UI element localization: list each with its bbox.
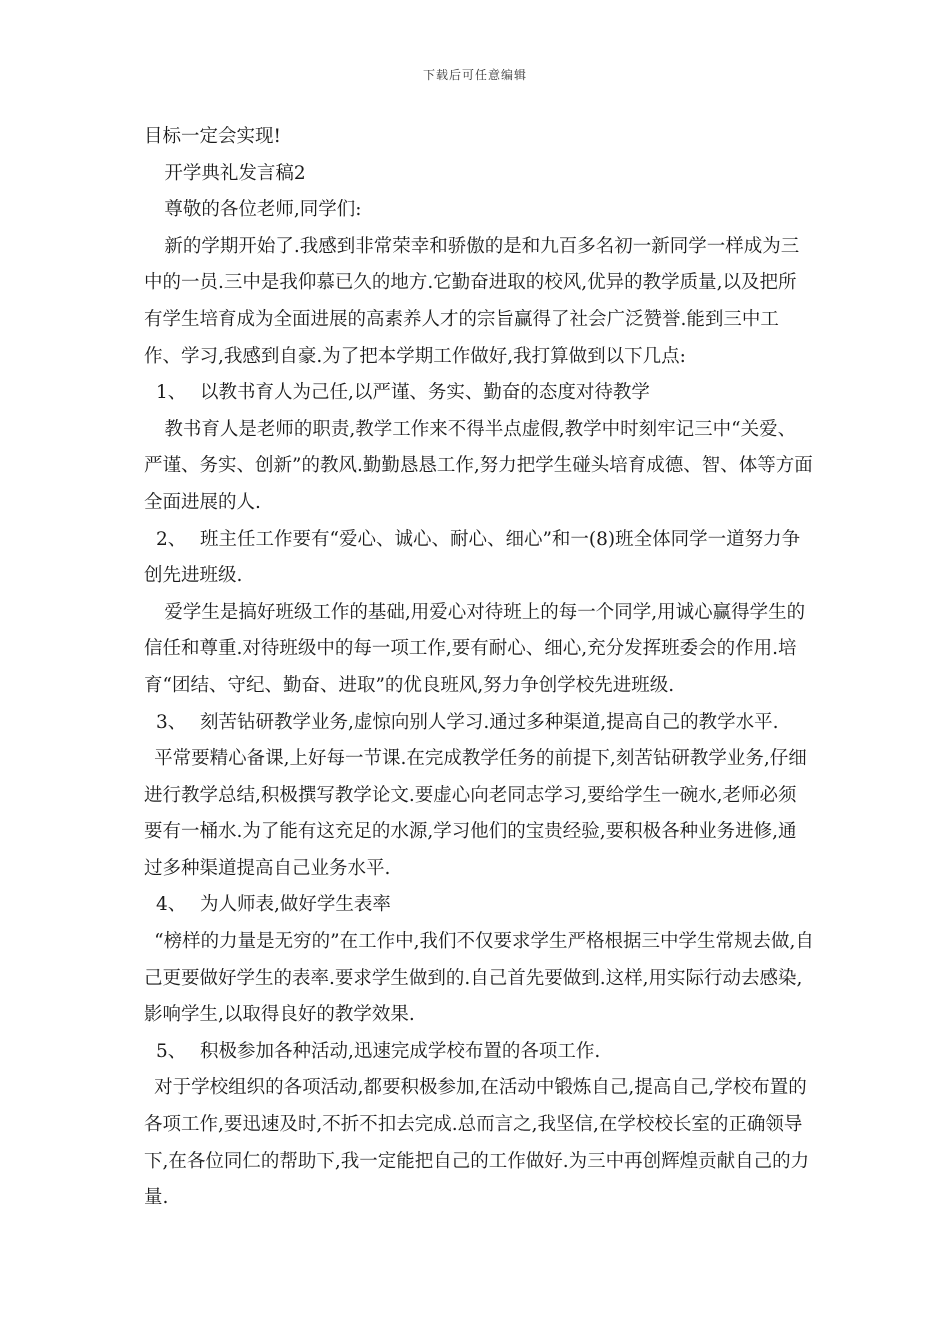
paragraph-teaching-duty: 教书育人是老师的职责,教学工作来不得半点虚假,教学中时刻牢记三中“关爱、严谨、务实、创新”的教风.勤勤恳恳工作,努力把学生碰头培育成德、智、体等方面全面进展的人. [144,418,813,513]
paragraph-class-work: 爱学生是搞好班级工作的基础,用爱心对待班上的每一个同学,用诚心赢得学生的信任和尊重.对待班级中的每一项工作,要有耐心、细心,充分发挥班委会的作用.培育“团结、守纪、勤奋、进取”的优良班风,努力争创学校先进班级. [144,601,806,696]
list-number: 4、 [156,894,187,916]
list-number: 5、 [156,1040,187,1062]
list-number: 1、 [156,382,187,404]
list-item-1 [144,375,814,412]
list-item-text: 积极参加各种活动,迅速完成学校布置的各项工作. [200,1040,601,1062]
paragraph-study: 平常要精心备课,上好每一节课.在完成教学任务的前提下,刻苦钻研教学业务,仔细进行教学总结,积极撰写教学论文.要虚心向老同志学习,要给学生一碗水,老师必须要有一桶水.为了能有这充足的水源,学习他们的宝贵经验,要积极各种业务进修,通过多种渠道提高自己业务水平. [144,748,807,879]
paragraph-closing-line: 目标一定会实现! [144,126,281,147]
list-item-text: 班主任工作要有“爱心、诚心、耐心、细心”和一(8)班全体同学一道努力争创先进班级. [144,528,801,587]
speech-title: 开学典礼发言稿2 [164,162,306,184]
list-item-2 [144,522,814,595]
list-item-text: 为人师表,做好学生表率 [200,894,391,916]
page-header: 下载后可任意编辑 [422,68,527,82]
paragraph-role-model: “榜样的力量是无穷的”在工作中,我们不仅要求学生严格根据三中学生常规去做,自己更要做好学生的表率.要求学生做到的.自己首先要做到.这样,用实际行动去感染,影响学生,以取得良好的教学效果. [144,931,814,1026]
list-number: 2、 [156,528,187,550]
salutation: 尊敬的各位老师,同学们: [164,199,362,221]
list-item-text: 刻苦钻研教学业务,虚惊向别人学习.通过多种渠道,提高自己的教学水平. [200,711,779,733]
document-body [144,119,814,1217]
paragraph-activities: 对于学校组织的各项活动,都要积极参加,在活动中锻炼自己,提高自己,学校布置的各项工作,要迅速及时,不折不扣去完成.总而言之,我坚信,在学校校长室的正确领导下,在各位同仁的帮助下,我一定能把自己的工作做好.为三中再创辉煌贡献自己的力量. [144,1077,810,1209]
list-number: 3、 [156,711,187,733]
list-item-4 [144,887,814,924]
paragraph-intro: 新的学期开始了.我感到非常荣幸和骄傲的是和九百多名初一新同学一样成为三中的一员.三中是我仰慕已久的地方.它勤奋进取的校风,优异的教学质量,以及把所有学生培育成为全面进展的高素养人才的宗旨赢得了社会广泛赞誉.能到三中工作、学习,我感到自豪.为了把本学期工作做好,我打算做到以下几点: [144,235,800,367]
list-item-text: 以教书育人为己任,以严谨、务实、勤奋的态度对待教学 [200,382,650,404]
list-item-5 [144,1034,814,1071]
list-item-3 [144,705,814,742]
